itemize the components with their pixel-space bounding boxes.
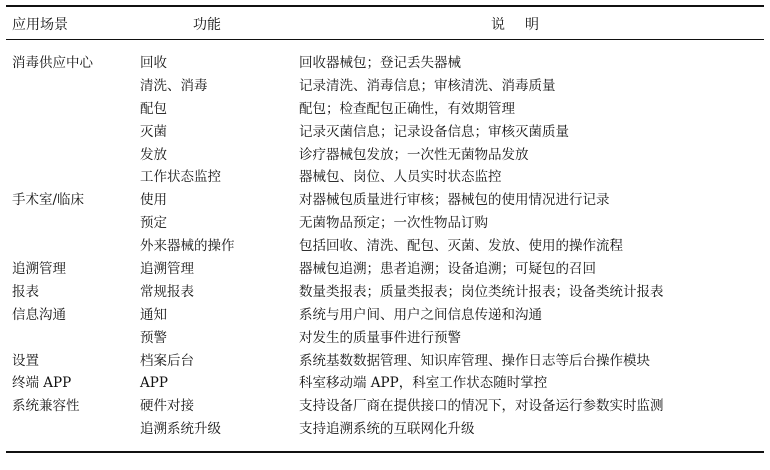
row-function: 档案后台 xyxy=(140,352,194,369)
table-row xyxy=(6,144,764,167)
row-function: 通知 xyxy=(140,306,167,323)
row-scene: 手术室/临床 xyxy=(12,192,85,209)
row-description: 科室移动端 APP，科室工作状态随时掌控 xyxy=(299,375,548,392)
row-description: 记录灭菌信息；记录设备信息；审核灭菌质量 xyxy=(299,123,569,140)
row-scene: 消毒供应中心 xyxy=(12,55,93,71)
table-row xyxy=(6,52,764,75)
table-row xyxy=(6,98,764,121)
row-scene: 追溯管理 xyxy=(12,261,66,278)
row-function: 回收 xyxy=(140,55,167,71)
table-header xyxy=(6,7,764,39)
header-scene: 应用场景 xyxy=(12,17,68,33)
row-description: 包括回收、清洗、配包、灭菌、发放、使用的操作流程 xyxy=(299,238,623,255)
table-row xyxy=(6,75,764,98)
row-scene: 终端 APP xyxy=(12,375,72,392)
table-row xyxy=(6,212,764,235)
row-function: 追溯管理 xyxy=(140,261,194,278)
row-function: 外来器械的操作 xyxy=(140,238,235,255)
row-description: 对发生的质量事件进行预警 xyxy=(299,329,461,346)
header-description: 说明 xyxy=(491,17,559,33)
row-scene: 报表 xyxy=(12,283,39,300)
row-function: 常规报表 xyxy=(140,283,194,300)
row-function: 追溯系统升级 xyxy=(140,421,221,438)
row-function: 预定 xyxy=(140,215,167,232)
row-description: 诊疗器械包发放；一次性无菌物品发放 xyxy=(299,146,529,163)
table-body xyxy=(6,40,764,451)
row-description: 系统与用户间、用户之间信息传递和沟通 xyxy=(299,306,542,323)
table-row xyxy=(6,281,764,304)
row-function: 清洗、消毒 xyxy=(140,77,208,94)
row-description: 回收器械包；登记丢失器械 xyxy=(299,55,461,71)
table-row xyxy=(6,121,764,144)
row-description: 记录清洗、消毒信息；审核清洗、消毒质量 xyxy=(299,77,556,94)
table-row xyxy=(6,395,764,418)
row-scene: 信息沟通 xyxy=(12,306,66,323)
row-function: 发放 xyxy=(140,146,167,163)
table-row xyxy=(6,327,764,350)
table-row xyxy=(6,304,764,327)
row-scene: 系统兼容性 xyxy=(12,398,80,415)
table-bottom-rule xyxy=(6,451,764,453)
row-function: 使用 xyxy=(140,192,167,209)
data-table xyxy=(6,5,764,453)
row-function: 灭菌 xyxy=(140,123,167,140)
row-description: 支持设备厂商在提供接口的情况下，对设备运行参数实时监测 xyxy=(299,398,664,415)
row-function: APP xyxy=(140,375,168,392)
table-row xyxy=(6,372,764,395)
row-description: 配包；检查配包正确性，有效期管理 xyxy=(299,100,515,117)
row-description: 系统基数数据管理、知识库管理、操作日志等后台操作模块 xyxy=(299,352,650,369)
row-description: 器械包、岗位、人员实时状态监控 xyxy=(299,169,502,186)
row-function: 配包 xyxy=(140,100,167,117)
row-description: 器械包追溯；患者追溯；设备追溯；可疑包的召回 xyxy=(299,261,596,278)
row-description: 数量类报表；质量类报表；岗位类统计报表；设备类统计报表 xyxy=(299,283,664,300)
table-row xyxy=(6,166,764,189)
row-description: 无菌物品预定；一次性物品订购 xyxy=(299,215,488,232)
row-description: 对器械包质量进行审核；器械包的使用情况进行记录 xyxy=(299,192,610,209)
header-function: 功能 xyxy=(193,17,221,33)
table-row xyxy=(6,235,764,258)
row-function: 硬件对接 xyxy=(140,398,194,415)
row-description: 支持追溯系统的互联网化升级 xyxy=(299,421,475,438)
table-row xyxy=(6,350,764,373)
table-row xyxy=(6,418,764,441)
row-scene: 设置 xyxy=(12,352,39,369)
row-function: 预警 xyxy=(140,329,167,346)
row-function: 工作状态监控 xyxy=(140,169,221,186)
table-row xyxy=(6,258,764,281)
table-row xyxy=(6,189,764,212)
